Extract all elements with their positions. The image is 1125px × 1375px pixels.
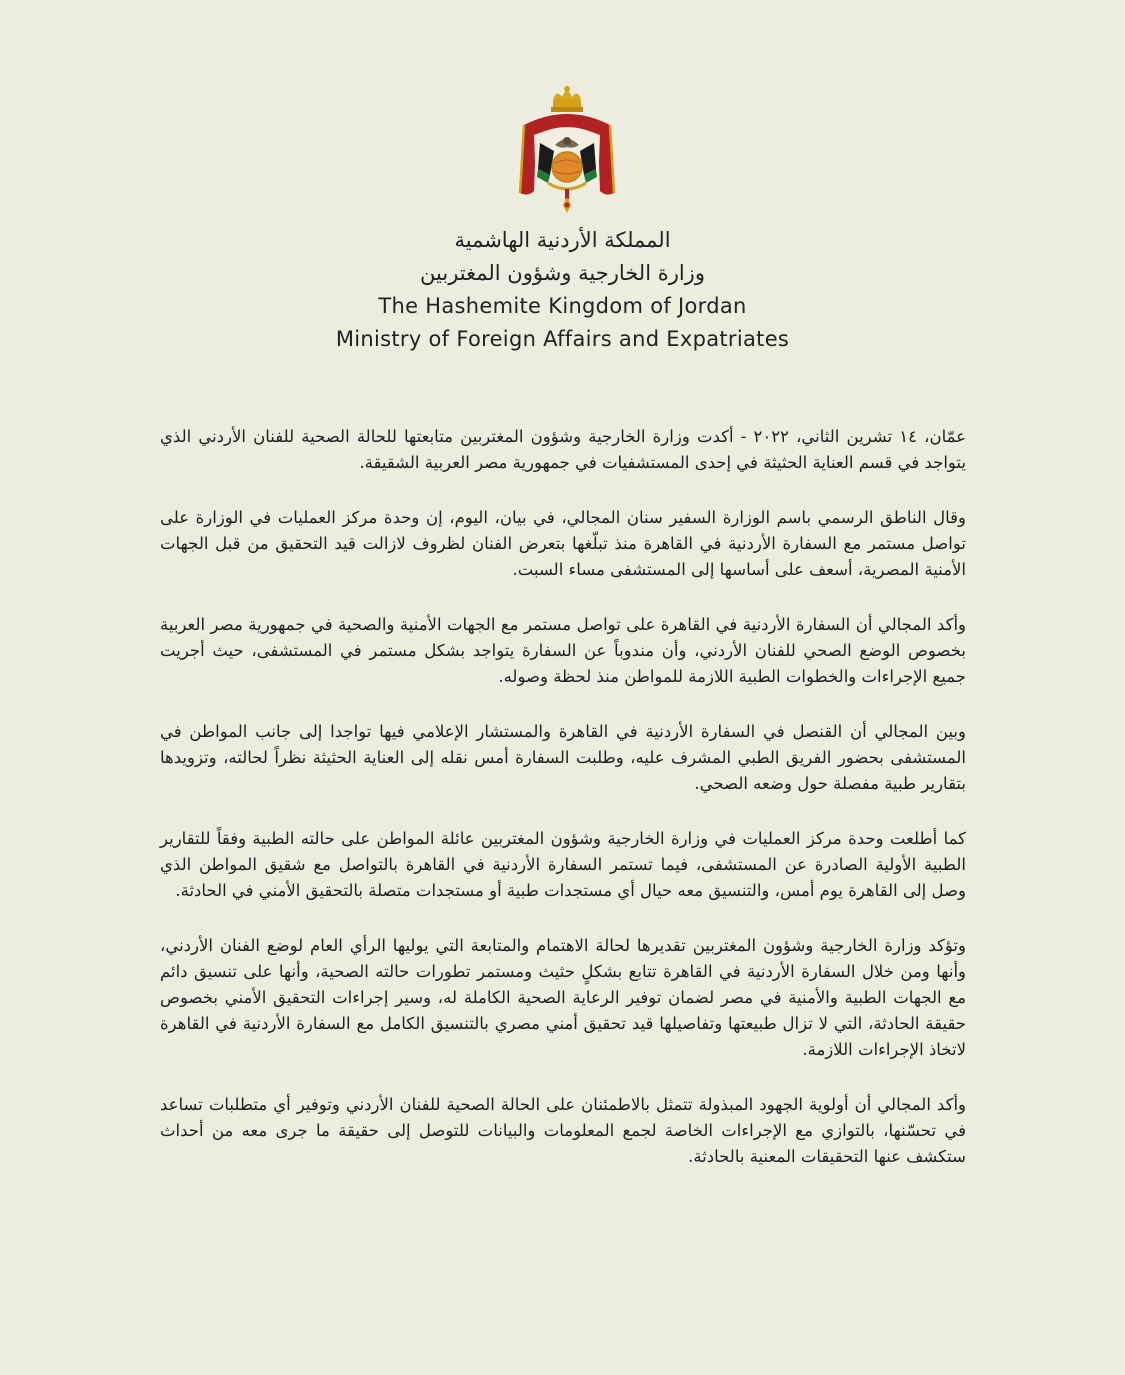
order-star-icon <box>563 189 571 213</box>
country-name-english: The Hashemite Kingdom of Jordan <box>378 294 747 318</box>
paragraph: عمّان، ١٤ تشرين الثاني، ٢٠٢٢ - أكدت وزارة الخارجية وشؤون المغتربين متابعتها للحالة الصحية للفنان الأردني الذي يتواجد في قسم العناية الحثيثة في إحدى المستشفيات في جمهورية مصر العربية الشقيقة. <box>160 427 966 472</box>
letterhead <box>0 224 1125 356</box>
paragraph: وأكد المجالي أن السفارة الأردنية في القاهرة على تواصل مستمر مع الجهات الأمنية والصحية في جمهورية مصر العربية بخصوص الوضع الصحي للفنان الأردني، وأن مندوباً عن السفارة يتواجد بشكل مستمر في المستشفى، حيث أجريت جميع الإجراءات والخطوات الطبية اللازمة للمواطن منذ لحظة وصوله. <box>160 615 966 686</box>
coat-of-arms-emblem <box>510 85 624 220</box>
paragraph: وتؤكد وزارة الخارجية وشؤون المغتربين تقديرها لحالة الاهتمام والمتابعة التي يوليها الرأي العام لوضع الفنان الأردني، وأنها ومن خلال السفارة الأردنية في القاهرة تتابع بشكلٍ حثيث ومستمر تطورات حالته الصحية، وأنها على تنسيق دائم مع الجهات الطبية والأمنية في مصر لضمان توفير الرعاية الصحية الكاملة له، وسير إجراءات التحقيق الأمني بخصوص حقيقة الحادثة، التي لا تزال طبيعتها وتفاصيلها قيد تحقيق أمني مصري بالتنسيق الكامل مع السفارة الأردنية في القاهرة لاتخاذ الإجراءات اللازمة. <box>160 936 966 1059</box>
paragraph: كما أطلعت وحدة مركز العمليات في وزارة الخارجية وشؤون المغتربين عائلة المواطن على حالته الطبية وفقاً للتقارير الطبية الأولية الصادرة عن المستشفى، فيما تستمر السفارة الأردنية في القاهرة بالتواصل مع شقيق المواطن الذي وصل إلى القاهرة يوم أمس، والتنسيق معه حيال أي مستجدات طبية أو مستجدات متصلة بالتحقيق الأمني في الحادثة. <box>160 829 966 900</box>
paragraph: وقال الناطق الرسمي باسم الوزارة السفير سنان المجالي، في بيان، اليوم، إن وحدة مركز العمليات في الوزارة على تواصل مستمر مع السفارة الأردنية في القاهرة منذ تبلّغها بتعرض الفنان لظروف لازالت قيد التحقيق من قبل الجهات الأمنية المصرية، أسعف على أساسها إلى المستشفى مساء السبت. <box>160 508 966 579</box>
statement-body <box>160 424 966 1199</box>
country-name-arabic: المملكة الأردنية الهاشمية <box>454 228 671 252</box>
ministry-name-arabic: وزارة الخارجية وشؤون المغتربين <box>420 261 705 285</box>
ministry-name-english: Ministry of Foreign Affairs and Expatriates <box>335 327 790 351</box>
paragraph: وبين المجالي أن القنصل في السفارة الأردنية في القاهرة والمستشار الإعلامي فيها تواجدا إلى جانب المواطن في المستشفى بحضور الفريق الطبي المشرف عليه، وطلبت السفارة أمس نقله إلى العناية الحثيثة نظراً لحالته، وتزويدها بتقارير طبية مفصلة حول وضعه الصحي. <box>160 722 966 793</box>
crown-icon <box>551 86 583 112</box>
paragraph: وأكد المجالي أن أولوية الجهود المبذولة تتمثل بالاطمئنان على الحالة الصحية للفنان الأردني وتوفير أي متطلبات تساعد في تحسّنها، بالتوازي مع الإجراءات الخاصة لجمع المعلومات والبيانات للتوصل إلى حقيقة ما جرى معه من أحداث ستكشف عنها التحقيقات المعنية بالحادثة. <box>160 1095 966 1166</box>
